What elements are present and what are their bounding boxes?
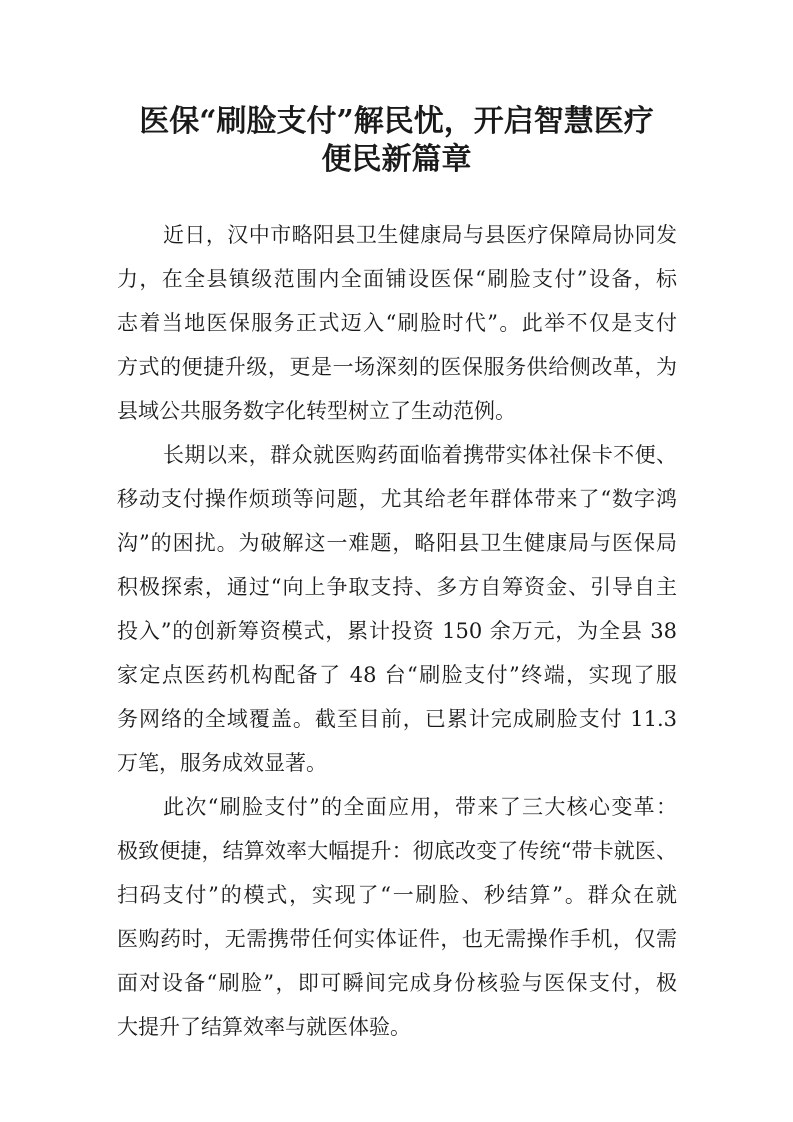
- paragraph-line: 近日，汉中市略阳县卫生健康局与县医疗保障局协同发: [163, 223, 677, 247]
- paragraph-line: 县域公共服务数字化转型树立了生动范例。: [117, 399, 516, 423]
- paragraph-line: 志着当地医保服务正式迈入“刷脸时代”。此举不仅是支付: [117, 311, 677, 335]
- paragraph-line: 扫码支付”的模式，实现了“一刷脸、秒结算”。群众在就: [117, 883, 677, 907]
- paragraph-line: 家定点医药机构配备了 48 台“刷脸支付”终端，实现了服: [117, 663, 677, 687]
- paragraph-line: 医购药时，无需携带任何实体证件，也无需操作手机，仅需: [117, 927, 677, 951]
- paragraph-line: 投入”的创新筹资模式，累计投资 150 余万元，为全县 38: [117, 619, 677, 643]
- paragraph-line: 万笔，服务成效显著。: [117, 751, 327, 775]
- paragraph-line: 大提升了结算效率与就医体验。: [117, 1015, 411, 1039]
- paragraph-line: 极致便捷，结算效率大幅提升：彻底改变了传统“带卡就医、: [117, 839, 677, 863]
- paragraph-line: 沟”的困扰。为破解这一难题，略阳县卫生健康局与医保局: [117, 531, 677, 555]
- paragraph-line: 积极探索，通过“向上争取支持、多方自筹资金、引导自主: [117, 575, 677, 599]
- paragraph-line: 方式的便捷升级，更是一场深刻的医保服务供给侧改革，为: [117, 355, 677, 379]
- paragraph-line: 务网络的全域覆盖。截至目前，已累计完成刷脸支付 11.3: [117, 707, 677, 731]
- document-title-line-2: 便民新篇章: [321, 142, 472, 177]
- paragraph-line: 移动支付操作烦琐等问题，尤其给老年群体带来了“数字鸿: [117, 487, 677, 511]
- paragraph-line: 力，在全县镇级范围内全面铺设医保“刷脸支付”设备，标: [117, 267, 677, 291]
- document-title-line-1: 医保“刷脸支付”解民忧，开启智慧医疗: [139, 104, 654, 139]
- paragraph-line: 面对设备“刷脸”，即可瞬间完成身份核验与医保支付，极: [117, 971, 677, 995]
- paragraph-line: 长期以来，群众就医购药面临着携带实体社保卡不便、: [163, 443, 677, 467]
- paragraph-line: 此次“刷脸支付”的全面应用，带来了三大核心变革：: [163, 795, 677, 819]
